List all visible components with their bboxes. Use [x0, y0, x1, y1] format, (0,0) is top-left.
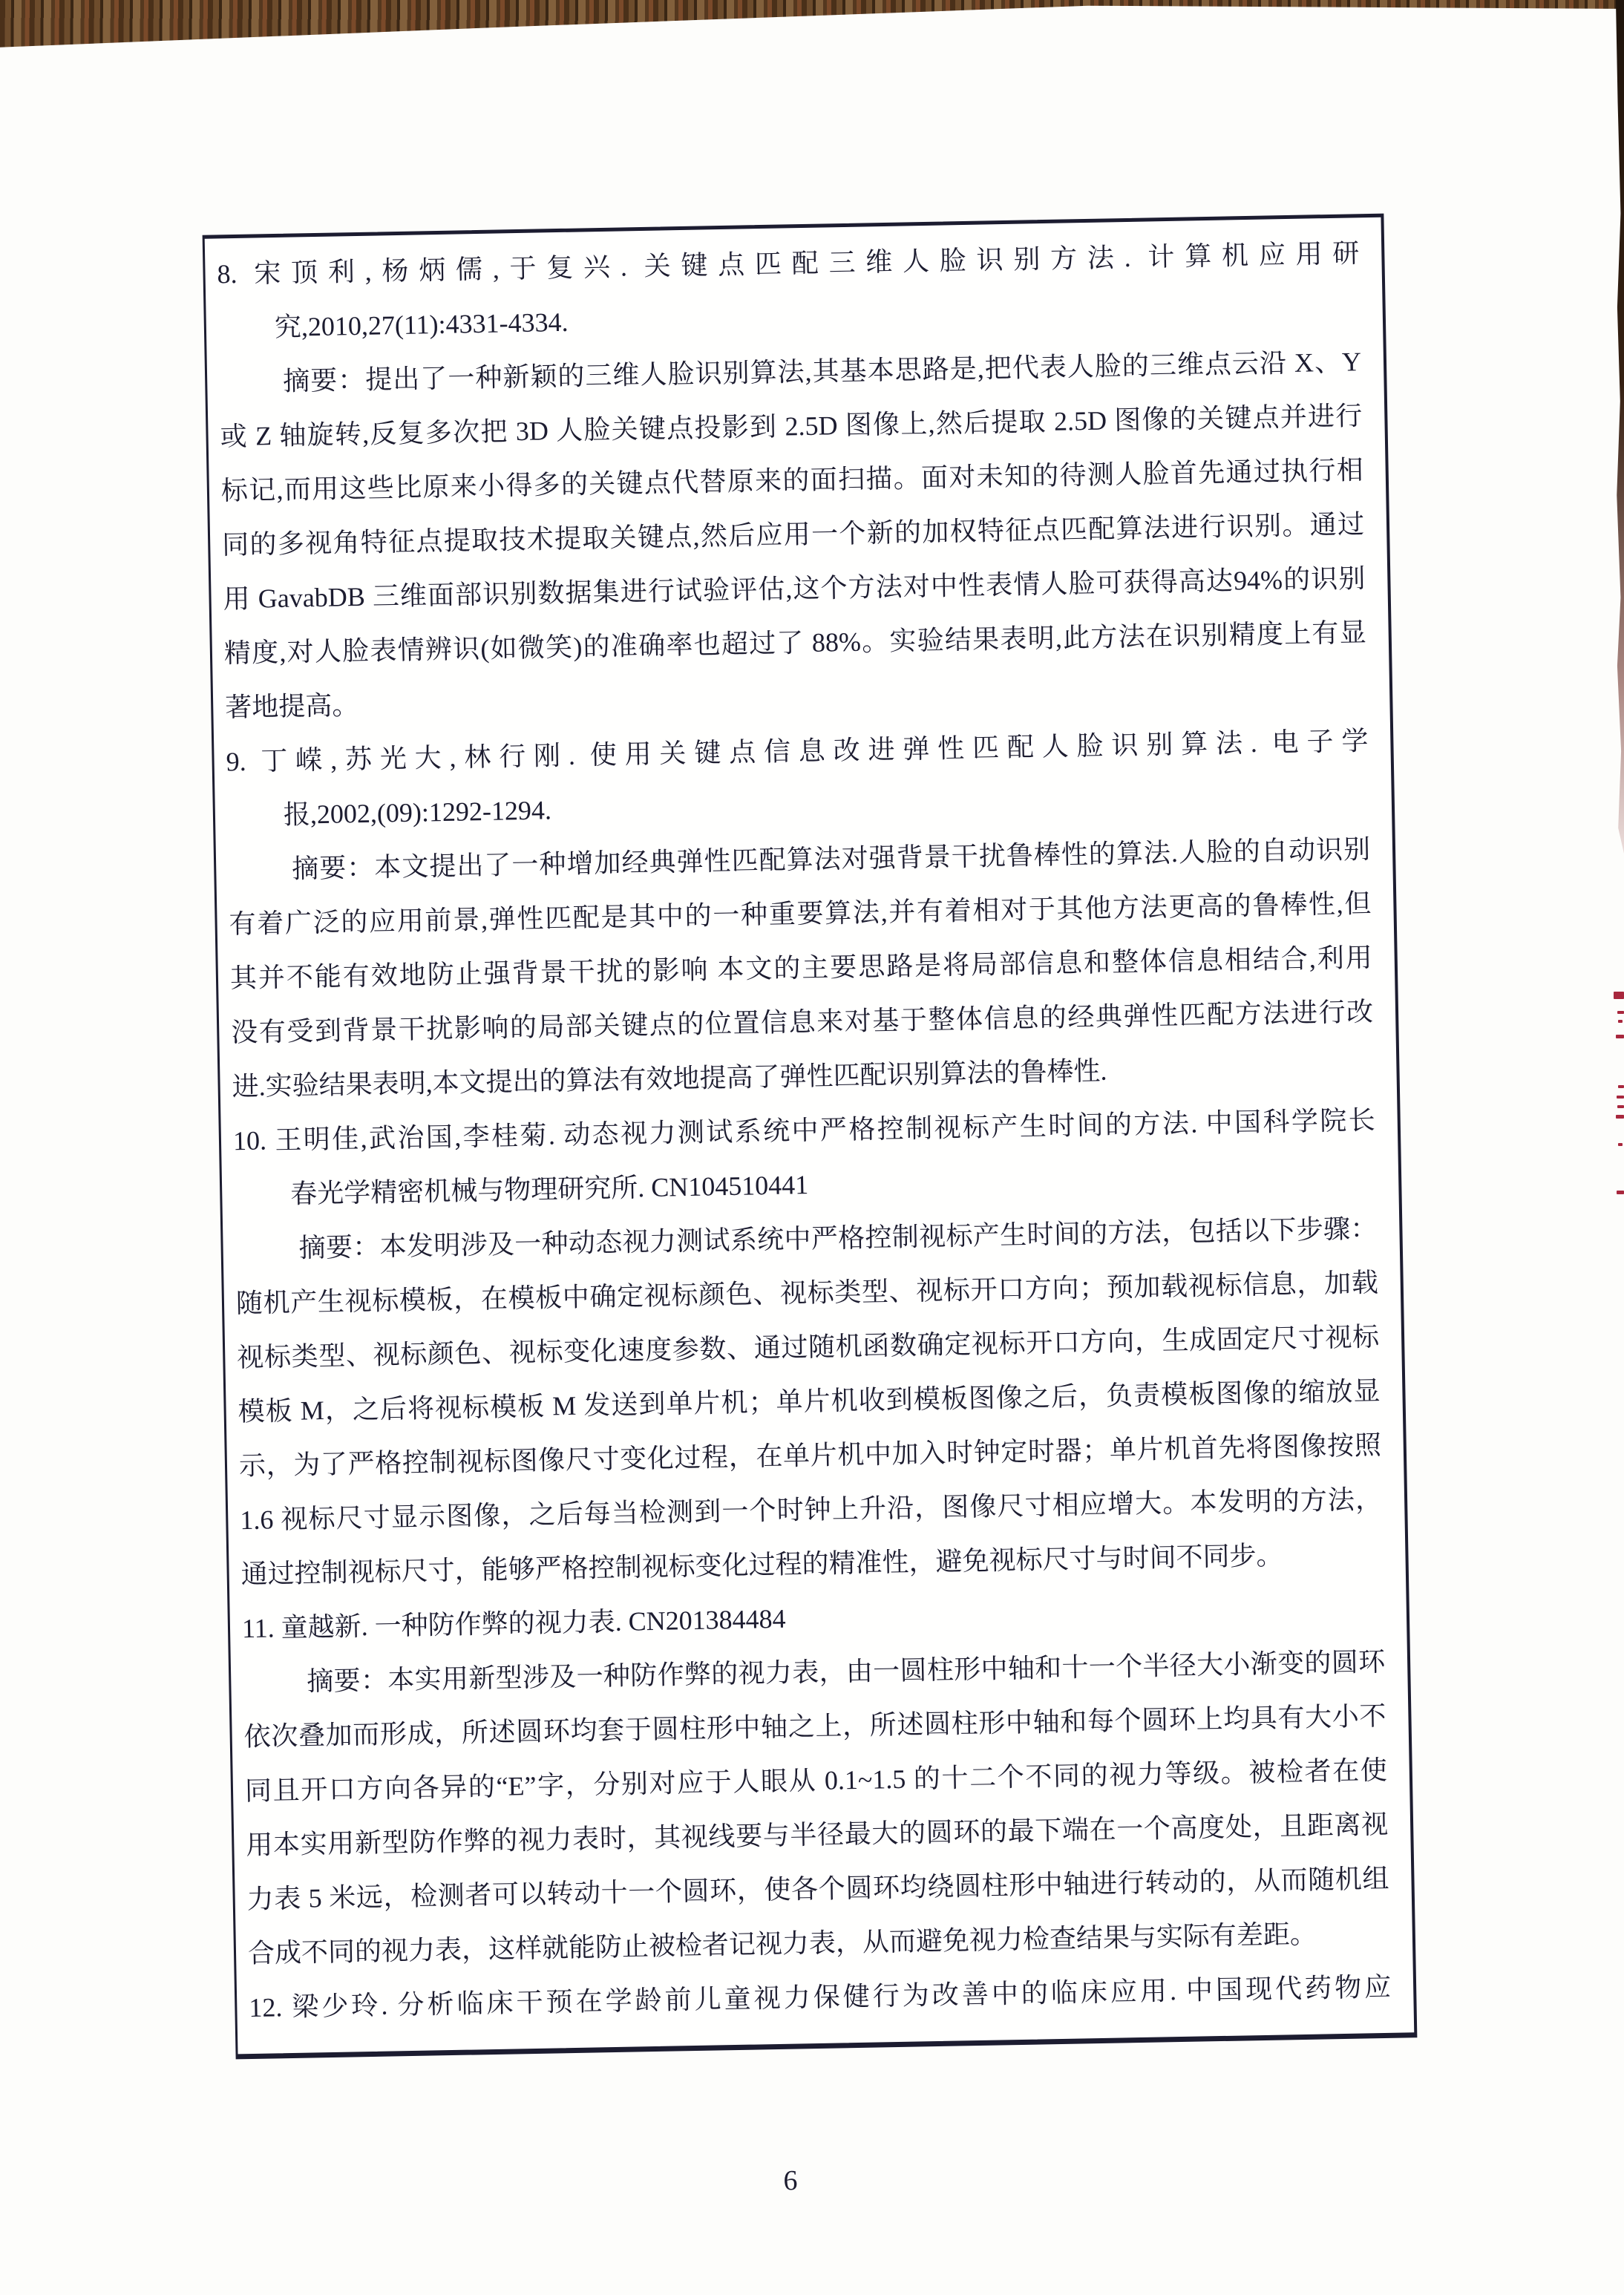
text-line: 12. 梁少玲. 分析临床干预在学龄前儿童视力保健行为改善中的临床应用. 中国现代药物应 [249, 1971, 1392, 2023]
red-ink-mark [1617, 1191, 1624, 1194]
text-line: 力表 5 米远，检测者可以转动十一个圆环，使各个圆环均绕圆柱形中轴进行转动的，从而随机组 [246, 1863, 1389, 1915]
red-ink-mark [1617, 1011, 1624, 1014]
text-line: 用 GavabDB 三维面部识别数据集进行试验评估,这个方法对中性表情人脸可获得高达94%的识别 [223, 563, 1366, 615]
text-line: 随机产生视标模板，在模板中确定视标颜色、视标类型、视标开口方向；预加载视标信息，加载 [235, 1268, 1379, 1319]
text-line: 著地提高。 [224, 690, 359, 723]
text-line: 合成不同的视力表，这样就能防止被检者记视力表，从而避免视力检查结果与实际有差距。 [247, 1919, 1317, 1969]
reference-item-8 [217, 226, 1368, 735]
text-line: 精度,对人脸表情辨识(如微笑)的准确率也超过了 88%。实验结果表明,此方法在识别精度上有显 [223, 618, 1367, 669]
text-line: 同且开口方向各异的“E”字，分别对应于人眼从 0.1~1.5 的十二个不同的视力等级。被检者在使 [244, 1755, 1388, 1807]
text-line: 或 Z 轴旋转,反复多次把 3D 人脸关键点投影到 2.5D 图像上,然后提取 2.5D 图像的关键点并进行 [220, 401, 1363, 452]
text-line: 春光学精密机械与物理研究所. CN104510441 [289, 1170, 809, 1209]
text-line: 摘要：提出了一种新颖的三维人脸识别算法,其基本思路是,把代表人脸的三维点云沿 X、Y [282, 347, 1362, 396]
text-line: 视标类型、视标颜色、视标变化速度参数、通过随机函数确定视标开口方向，生成固定尺寸视标 [236, 1321, 1380, 1373]
text-line: 没有受到背景干扰影响的局部关键点的位置信息来对基于整体信息的经典弹性匹配方法进行改 [230, 997, 1374, 1048]
text-line: 通过控制视标尺寸，能够严格控制视标变化过程的精准性，避免视标尺寸与时间不同步。 [240, 1540, 1283, 1590]
text-line: 报,2002,(09):1292-1294. [283, 795, 552, 830]
red-ink-mark [1618, 1143, 1623, 1146]
text-line: 摘要：本实用新型涉及一种防作弊的视力表，由一圆柱形中轴和十一个半径大小渐变的圆环 [306, 1646, 1386, 1697]
reference-item-10 [232, 1093, 1384, 1602]
red-ink-mark [1618, 1085, 1624, 1088]
desk-wood-edge-right [1614, 0, 1624, 854]
reference-list-box [203, 214, 1418, 2060]
text-line: 9. 丁嵘,苏光大,林行刚. 使用关键点信息改进弹性匹配人脸识别算法. 电子学 [226, 726, 1369, 777]
text-line: 依次叠加而形成，所述圆环均套于圆柱形中轴之上，所述圆柱形中轴和每个圆环上均具有大小不 [243, 1700, 1386, 1752]
reference-lines [217, 226, 1392, 2035]
text-line: 同的多视角特征点提取技术提取关键点,然后应用一个新的加权特征点匹配算法进行识别。通过 [221, 509, 1365, 560]
page-number: 6 [783, 2165, 798, 2196]
red-ink-mark [1614, 992, 1624, 999]
text-line: 模板 M，之后将视标模板 M 发送到单片机；单片机收到模板图像之后，负责模板图像的缩放显 [238, 1375, 1381, 1427]
red-ink-mark [1616, 1115, 1624, 1119]
text-line: 究,2010,27(11):4331-4334. [274, 307, 569, 343]
red-ink-mark [1617, 1096, 1624, 1099]
red-ink-mark [1617, 1105, 1624, 1108]
text-line: 摘要：本文提出了一种增加经典弹性匹配算法对强背景干扰鲁棒性的算法.人脸的自动识别 [291, 834, 1371, 884]
text-line: 8. 宋顶利,杨炳儒,于复兴. 关键点匹配三维人脸识别方法. 计算机应用研 [217, 238, 1360, 289]
text-line: 用本实用新型防作弊的视力表时，其视线要与半径最大的圆环的最下端在一个高度处，且距离视 [246, 1809, 1389, 1861]
text-line: 有着广泛的应用前景,弹性匹配是其中的一种重要算法,并有着相对于其他方法更高的鲁棒性,但 [229, 888, 1372, 940]
text-line: 1.6 视标尺寸显示图像，之后每当检测到一个时钟上升沿，图像尺寸相应增大。本发明的方法， [239, 1484, 1383, 1536]
text-line: 进.实验结果表明,本文提出的算法有效地提高了弹性匹配识别算法的鲁棒性. [232, 1055, 1107, 1102]
text-line: 11. 童越新. 一种防作弊的视力表. CN201384484 [241, 1603, 786, 1644]
desk-wood-strip [0, 0, 1624, 52]
text-line: 摘要：本发明涉及一种动态视力测试系统中严格控制视标产生时间的方法，包括以下步骤： [298, 1214, 1378, 1263]
red-ink-mark [1618, 1020, 1623, 1023]
reference-item-11 [241, 1581, 1390, 1981]
text-line: 10. 王明佳,武治国,李桂菊. 动态视力测试系统中严格控制视标产生时间的方法. 中国科学院长 [232, 1105, 1376, 1156]
red-ink-mark [1616, 1035, 1624, 1038]
text-line: 标记,而用这些比原来小得多的关键点代替原来的面扫描。面对未知的待测人脸首先通过执行相 [220, 455, 1364, 506]
text-line: 其并不能有效地防止强背景干扰的影响 本文的主要思路是将局部信息和整体信息相结合,利用 [229, 943, 1373, 994]
reference-item-9 [226, 714, 1375, 1114]
text-line: 示，为了严格控制视标图像尺寸变化过程，在单片机中加入时钟定时器；单片机首先将图像按照 [238, 1430, 1382, 1482]
